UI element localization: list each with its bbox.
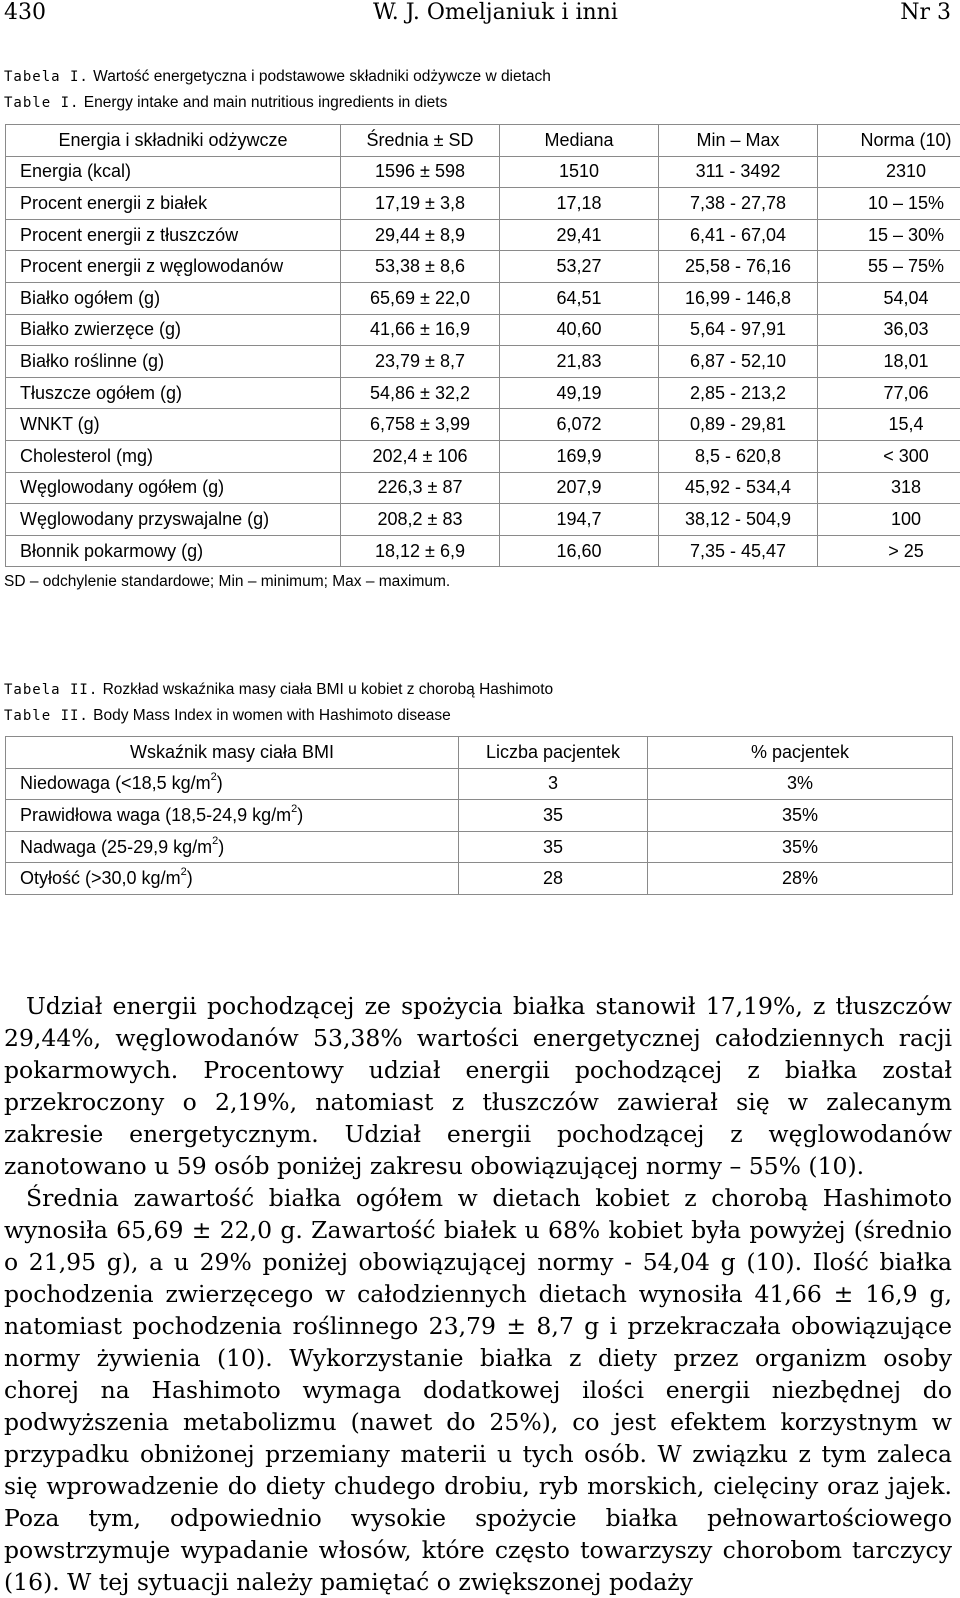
table-cell: 16,60 xyxy=(500,535,659,567)
superscript: 2 xyxy=(181,866,187,878)
bmi-category-tail: ) xyxy=(217,773,223,793)
table-cell: 202,4 ± 106 xyxy=(341,440,500,472)
table-cell: 77,06 xyxy=(818,377,960,409)
table-cell: 65,69 ± 22,0 xyxy=(341,282,500,314)
table-row xyxy=(6,504,960,536)
table-cell: 6,072 xyxy=(500,409,659,441)
table-cell: 38,12 - 504,9 xyxy=(659,504,818,536)
running-authors: W. J. Omeljaniuk i inni xyxy=(373,0,618,25)
table-cell: 17,18 xyxy=(500,188,659,220)
table-cell: > 25 xyxy=(818,535,960,567)
table1-caption-pl-text: Wartość energetyczna i podstawowe składniki odżywcze w dietach xyxy=(93,68,551,85)
bmi-table xyxy=(5,736,953,895)
table1-caption-pl xyxy=(4,68,551,86)
row-label-cell: Węglowodany przyswajalne (g) xyxy=(6,504,341,536)
table1-caption-pl-label: Tabela I. xyxy=(4,69,89,85)
table-cell: 8,5 - 620,8 xyxy=(659,440,818,472)
column-header: Min – Max xyxy=(659,125,818,157)
row-label-cell: Energia (kcal) xyxy=(6,156,341,188)
patient-count-cell: 28 xyxy=(459,863,648,895)
bmi-category-tail: ) xyxy=(187,868,193,888)
bmi-category-label: Nadwaga (25-29,9 kg/m xyxy=(20,837,212,857)
table-cell: 226,3 ± 87 xyxy=(341,472,500,504)
table-cell: 5,64 - 97,91 xyxy=(659,314,818,346)
row-label-cell xyxy=(6,768,459,800)
table-row xyxy=(6,219,960,251)
body-text xyxy=(4,990,952,1598)
table-row xyxy=(6,377,960,409)
table1-caption-en-label: Table I. xyxy=(4,95,79,111)
table-cell: < 300 xyxy=(818,440,960,472)
table-cell: 15 – 30% xyxy=(818,219,960,251)
patient-percent-cell: 28% xyxy=(648,863,953,895)
column-header: Energia i składniki odżywcze xyxy=(6,125,341,157)
table-cell: 7,35 - 45,47 xyxy=(659,535,818,567)
bmi-category-label: Prawidłowa waga (18,5-24,9 kg/m xyxy=(20,805,291,825)
row-label-cell: Procent energii z białek xyxy=(6,188,341,220)
table-header-row xyxy=(6,737,953,769)
table-cell: 23,79 ± 8,7 xyxy=(341,346,500,378)
row-label-cell: WNKT (g) xyxy=(6,409,341,441)
table1-caption-en-text: Energy intake and main nutritious ingredients in diets xyxy=(84,94,448,111)
row-label-cell: Białko roślinne (g) xyxy=(6,346,341,378)
table-cell: 18,12 ± 6,9 xyxy=(341,535,500,567)
table-row xyxy=(6,831,953,863)
table2-caption-pl-text: Rozkład wskaźnika masy ciała BMI u kobiet z chorobą Hashimoto xyxy=(103,681,554,698)
row-label-cell: Białko zwierzęce (g) xyxy=(6,314,341,346)
table-row xyxy=(6,156,960,188)
superscript: 2 xyxy=(291,803,297,815)
table2-caption-en-text: Body Mass Index in women with Hashimoto disease xyxy=(93,707,451,724)
body-paragraph: Średnia zawartość białka ogółem w dietach kobiet z chorobą Hashimoto wynosiła 65,69 ± 22,0 g. Zawartość białek u 68% kobiet była powyżej (średnio o 21,95 g), a u 29% poniżej obowiązującej normy - 54,04 g (10). Ilość białka pochodzenia zwierzęcego w całodziennych dietach wynosiła 41,66 ± 16,9 g, natomiast pochodzenia roślinnego 23,79 ± 8,7 g i przekraczała obowiązujące normy żywienia (10). Wykorzystanie białka z diety przez organizm osoby chorej na Hashimoto wymaga dodatkowej ilości energii niezbędnej do podwyższenia metabolizmu (nawet do 25%), co jest efektem korzystnym w przypadku obniżonej przemiany materii u tych osób. W związku z tym zaleca się wprowadzenie do diety chudego drobiu, ryb morskich, cielęciny oraz jajek. Poza tym, odpowiednio wysokie spożycie białka pełnowartościowego powstrzymuje wypadanie włosów, które często towarzyszy chorobom tarczycy (16). W tej sytuacji należy pamiętać o zwiększonej podaży xyxy=(4,1182,952,1598)
table-cell: 40,60 xyxy=(500,314,659,346)
table-cell: 194,7 xyxy=(500,504,659,536)
table-row xyxy=(6,535,960,567)
column-header: Norma (10) xyxy=(818,125,960,157)
table-cell: 169,9 xyxy=(500,440,659,472)
row-label-cell: Tłuszcze ogółem (g) xyxy=(6,377,341,409)
column-header: % pacjentek xyxy=(648,737,953,769)
table-cell: 2310 xyxy=(818,156,960,188)
table-row xyxy=(6,188,960,220)
table-cell: 64,51 xyxy=(500,282,659,314)
row-label-cell: Błonnik pokarmowy (g) xyxy=(6,535,341,567)
table-cell: 16,99 - 146,8 xyxy=(659,282,818,314)
table-cell: 29,41 xyxy=(500,219,659,251)
table-row xyxy=(6,251,960,283)
patient-count-cell: 3 xyxy=(459,768,648,800)
table-cell: 311 - 3492 xyxy=(659,156,818,188)
table-row xyxy=(6,863,953,895)
table-cell: 6,87 - 52,10 xyxy=(659,346,818,378)
table-header-row xyxy=(6,125,960,157)
row-label-cell: Węglowodany ogółem (g) xyxy=(6,472,341,504)
table-cell: 29,44 ± 8,9 xyxy=(341,219,500,251)
page-number: 430 xyxy=(4,0,46,25)
table-cell: 55 – 75% xyxy=(818,251,960,283)
table2-caption-en xyxy=(4,707,451,725)
patient-percent-cell: 3% xyxy=(648,768,953,800)
table1-footnote: SD – odchylenie standardowe; Min – minimum; Max – maximum. xyxy=(4,573,450,591)
table-row xyxy=(6,282,960,314)
table-cell: 100 xyxy=(818,504,960,536)
superscript: 2 xyxy=(212,835,218,847)
table-row xyxy=(6,800,953,832)
table-cell: 318 xyxy=(818,472,960,504)
table-cell: 54,04 xyxy=(818,282,960,314)
table-cell: 207,9 xyxy=(500,472,659,504)
table-cell: 25,58 - 76,16 xyxy=(659,251,818,283)
table-cell: 49,19 xyxy=(500,377,659,409)
table-cell: 36,03 xyxy=(818,314,960,346)
table-row xyxy=(6,409,960,441)
table-row xyxy=(6,346,960,378)
row-label-cell: Procent energii z tłuszczów xyxy=(6,219,341,251)
superscript: 2 xyxy=(211,771,217,783)
page-header xyxy=(0,0,960,26)
table-cell: 54,86 ± 32,2 xyxy=(341,377,500,409)
table-row xyxy=(6,314,960,346)
patient-count-cell: 35 xyxy=(459,831,648,863)
bmi-category-label: Otyłość (>30,0 kg/m xyxy=(20,868,181,888)
row-label-cell: Białko ogółem (g) xyxy=(6,282,341,314)
nutrition-table xyxy=(5,124,960,567)
table-cell: 1596 ± 598 xyxy=(341,156,500,188)
table-cell: 2,85 - 213,2 xyxy=(659,377,818,409)
table-cell: 15,4 xyxy=(818,409,960,441)
row-label-cell: Procent energii z węglowodanów xyxy=(6,251,341,283)
column-header: Liczba pacjentek xyxy=(459,737,648,769)
table-cell: 41,66 ± 16,9 xyxy=(341,314,500,346)
table-cell: 18,01 xyxy=(818,346,960,378)
patient-count-cell: 35 xyxy=(459,800,648,832)
table-cell: 1510 xyxy=(500,156,659,188)
table-cell: 6,758 ± 3,99 xyxy=(341,409,500,441)
table-cell: 21,83 xyxy=(500,346,659,378)
table-cell: 53,27 xyxy=(500,251,659,283)
column-header: Wskaźnik masy ciała BMI xyxy=(6,737,459,769)
row-label-cell xyxy=(6,831,459,863)
row-label-cell xyxy=(6,863,459,895)
table-row xyxy=(6,472,960,504)
body-paragraph: Udział energii pochodzącej ze spożycia białka stanowił 17,19%, z tłuszczów 29,44%, węglowodanów 53,38% wartości energetycznej całodziennych racji pokarmowych. Procentowy udział energii pochodzącej z białka został przekroczony o 2,19%, natomiast z tłuszczów zawierał się w zalecanym zakresie energetycznym. Udział energii pochodzącej z węglowodanów zanotowano u 59 osób poniżej zakresu obowiązującej normy – 55% (10). xyxy=(4,990,952,1182)
table-cell: 53,38 ± 8,6 xyxy=(341,251,500,283)
row-label-cell: Cholesterol (mg) xyxy=(6,440,341,472)
table1-caption-en xyxy=(4,94,447,112)
table2-caption-pl-label: Tabela II. xyxy=(4,682,98,698)
table-cell: 7,38 - 27,78 xyxy=(659,188,818,220)
table-cell: 0,89 - 29,81 xyxy=(659,409,818,441)
column-header: Średnia ± SD xyxy=(341,125,500,157)
table-cell: 6,41 - 67,04 xyxy=(659,219,818,251)
issue-number: Nr 3 xyxy=(900,0,951,25)
bmi-category-tail: ) xyxy=(218,837,224,857)
table-row xyxy=(6,768,953,800)
column-header: Mediana xyxy=(500,125,659,157)
row-label-cell xyxy=(6,800,459,832)
table-row xyxy=(6,440,960,472)
patient-percent-cell: 35% xyxy=(648,800,953,832)
table-cell: 208,2 ± 83 xyxy=(341,504,500,536)
table-cell: 45,92 - 534,4 xyxy=(659,472,818,504)
table2-caption-en-label: Table II. xyxy=(4,708,89,724)
table2-caption-pl xyxy=(4,681,553,699)
table-cell: 10 – 15% xyxy=(818,188,960,220)
bmi-category-label: Niedowaga (<18,5 kg/m xyxy=(20,773,211,793)
patient-percent-cell: 35% xyxy=(648,831,953,863)
table-cell: 17,19 ± 3,8 xyxy=(341,188,500,220)
bmi-category-tail: ) xyxy=(297,805,303,825)
